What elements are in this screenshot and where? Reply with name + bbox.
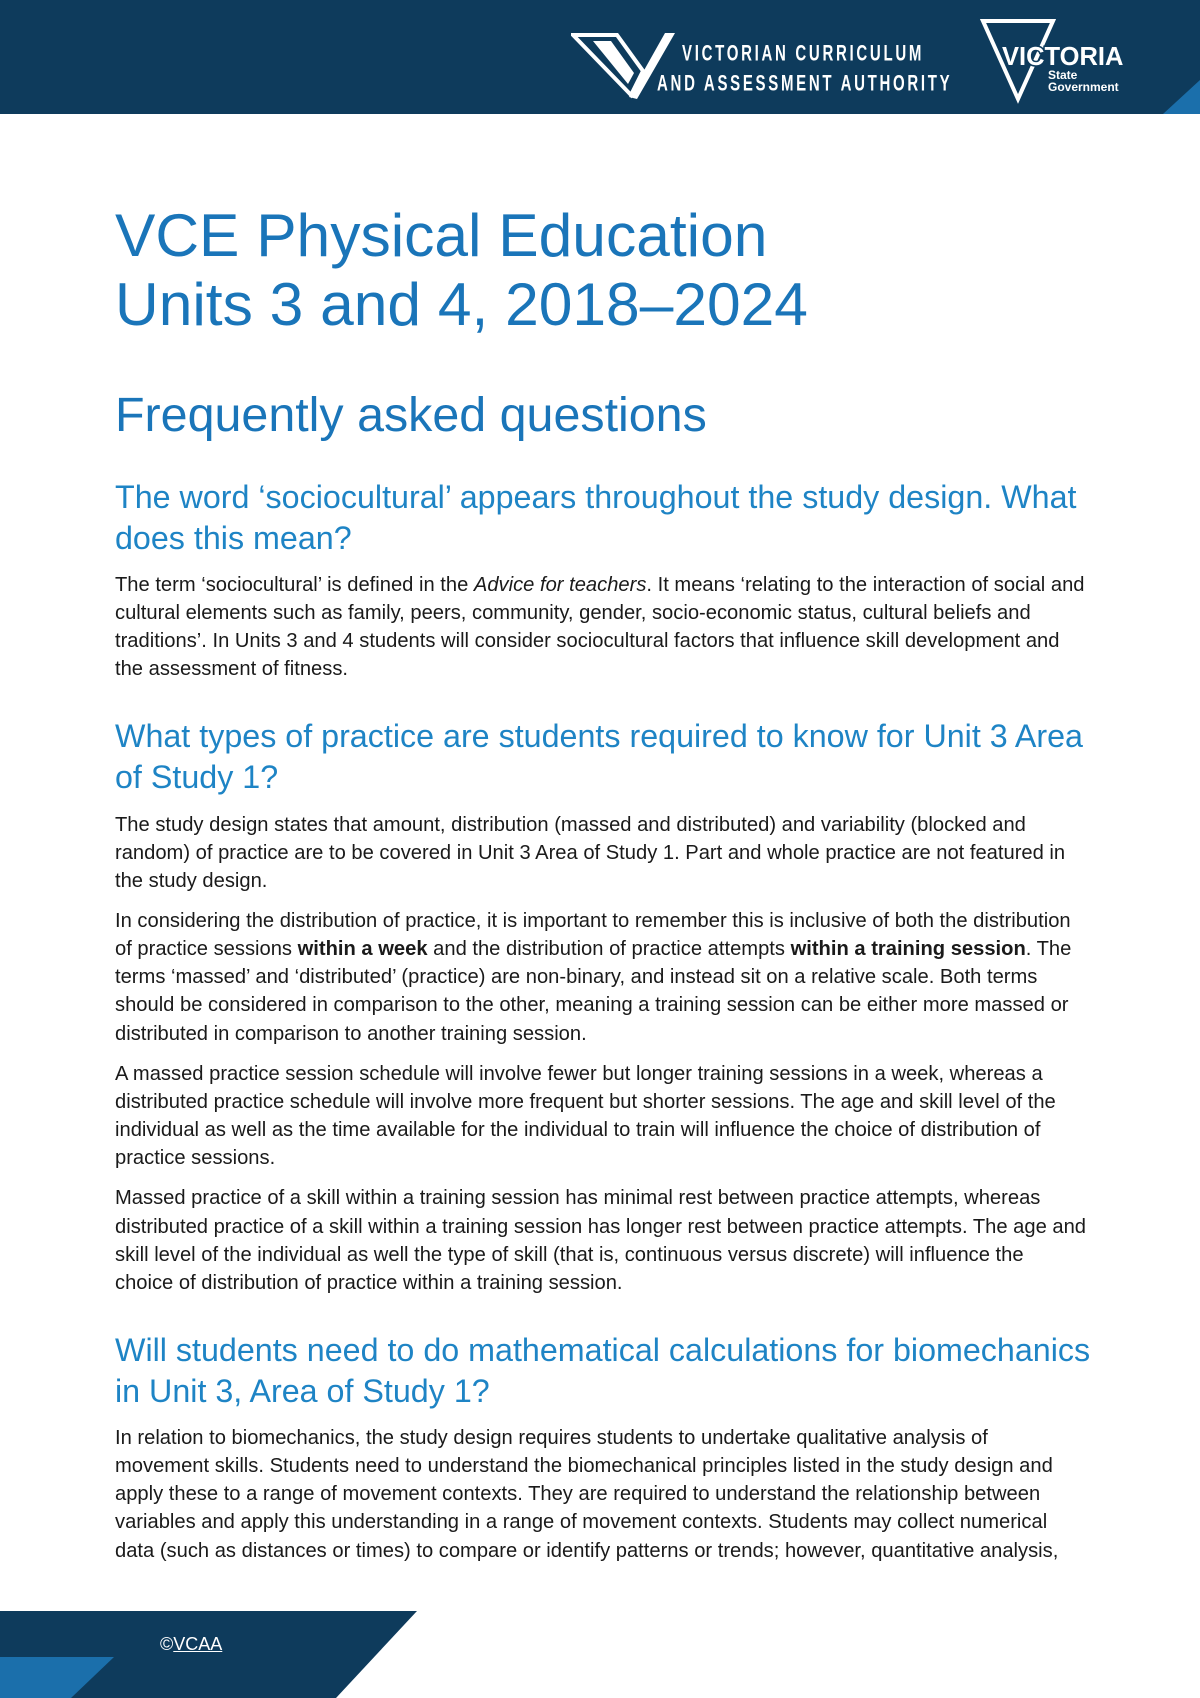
paragraph-line: the study design. [115, 869, 268, 892]
question-heading [115, 477, 1125, 559]
document-body [115, 201, 1125, 1565]
footer-band [0, 1611, 420, 1698]
vcaa-name-line1: VICTORIAN CURRICULUM [682, 41, 925, 67]
paragraph-line: apply these to a range of movement contexts. They are required to understand the relationship between [115, 1483, 1041, 1506]
victoria-sub-line2: Government [1048, 80, 1119, 94]
bold-text-run: within a training session [790, 938, 1026, 961]
paragraph-line: individual as well as the time available for the individual to train will influence the choice of distribution of [115, 1119, 1041, 1142]
question-heading [115, 1330, 1125, 1412]
paragraph-line: movement skills. Students need to understand the biomechanical principles listed in the study design and [115, 1455, 1053, 1478]
question-line: What types of practice are students required to know for Unit 3 Area [115, 718, 1083, 755]
faq-item [115, 1330, 1125, 1565]
paragraph-line: the assessment of fitness. [115, 658, 349, 681]
copyright-symbol: © [160, 1633, 174, 1654]
paragraph-line [115, 935, 1125, 963]
text-run: and the distribution of practice attempts [427, 938, 791, 961]
vcaa-name-line2: AND ASSESSMENT AUTHORITY [657, 71, 953, 97]
paragraph-line: traditions’. In Units 3 and 4 students will consider sociocultural factors that influence skill development and [115, 630, 1060, 653]
paragraph-line: distributed in comparison to another training session. [115, 1022, 587, 1045]
paragraph-line: should be considered in comparison to the other, meaning a training session can be either more massed or [115, 994, 1069, 1017]
title-line: Units 3 and 4, 2018–2024 [115, 270, 808, 339]
document-subtitle: Frequently asked questions [115, 388, 707, 443]
question-line: does this mean? [115, 519, 352, 556]
paragraph-line: choice of distribution of practice within a training session. [115, 1271, 623, 1294]
paragraph-line: distributed practice schedule will involve more frequent but shorter sessions. The age and skill level of the [115, 1090, 1056, 1113]
text-run: . It means ‘relating to the interaction of social and [646, 573, 1085, 596]
paragraph-line: In considering the distribution of practice, it is important to remember this is inclusive of both the distribution [115, 909, 1071, 932]
answer-paragraph [115, 1060, 1125, 1173]
question-line: of Study 1? [115, 759, 279, 796]
text-run: of practice sessions [115, 938, 298, 961]
answer-paragraph [115, 1184, 1125, 1297]
answer-paragraph [115, 571, 1125, 684]
answer-paragraph [115, 811, 1125, 895]
paragraph-line: distributed practice of a skill within a training session has longer rest between practice attempts. The age and [115, 1215, 1087, 1238]
paragraph-line: random) of practice are to be covered in Unit 3 Area of Study 1. Part and whole practice are not featured in [115, 841, 1066, 864]
paragraph-line: In relation to biomechanics, the study design requires students to undertake qualitative analysis of [115, 1426, 988, 1449]
text-run: . The [1025, 938, 1072, 961]
header-accent-wedge [1163, 80, 1200, 114]
paragraph-line [115, 571, 1125, 599]
question-line: The word ‘sociocultural’ appears throughout the study design. What [115, 478, 1077, 515]
question-line: in Unit 3, Area of Study 1? [115, 1372, 490, 1409]
paragraph-line: Massed practice of a skill within a training session has minimal rest between practice attempts, whereas [115, 1187, 1041, 1210]
paragraph-line: terms ‘massed’ and ‘distributed’ (practice) are non-binary, and instead sit on a relative scale. Both terms [115, 966, 1038, 989]
paragraph-line: skill level of the individual as well the type of skill (that is, continuous versus discrete) will influence the [115, 1243, 1024, 1266]
title-line: VCE Physical Education [115, 201, 768, 270]
victoria-state-government-logo [980, 14, 1130, 104]
paragraph-line: A massed practice session schedule will involve fewer but longer training sessions in a week, whereas a [115, 1062, 1043, 1085]
answer-paragraph [115, 1424, 1125, 1565]
faq-item [115, 477, 1125, 684]
paragraph-line: practice sessions. [115, 1147, 276, 1170]
faq-list [115, 477, 1125, 1565]
document-title [115, 201, 1125, 340]
paragraph-line: cultural elements such as family, peers, community, gender, socio-economic status, cultural beliefs and [115, 602, 1031, 625]
victoria-wordmark: VICTORIA [1002, 43, 1124, 71]
paragraph-line: variables and apply this understanding in a range of movement contexts. Students may collect numerical [115, 1511, 1048, 1534]
paragraph-line: The study design states that amount, distribution (massed and distributed) and variability (blocked and [115, 813, 1026, 836]
paragraph-line: data (such as distances or times) to compare or identify patterns or trends; however, quantitative analysis, [115, 1539, 1059, 1562]
faq-item [115, 716, 1125, 1297]
bold-text-run: within a week [297, 938, 428, 961]
answer-paragraph [115, 907, 1125, 1048]
header-bar [0, 0, 1200, 114]
footer-copyright [160, 1635, 222, 1653]
question-heading [115, 716, 1125, 798]
italic-text-run: Advice for teachers [473, 573, 647, 596]
text-run: The term ‘sociocultural’ is defined in the [115, 573, 474, 596]
vcaa-link[interactable]: VCAA [173, 1633, 223, 1654]
victoria-sub-line1: State [1048, 68, 1078, 82]
question-line: Will students need to do mathematical calculations for biomechanics [115, 1331, 1091, 1368]
